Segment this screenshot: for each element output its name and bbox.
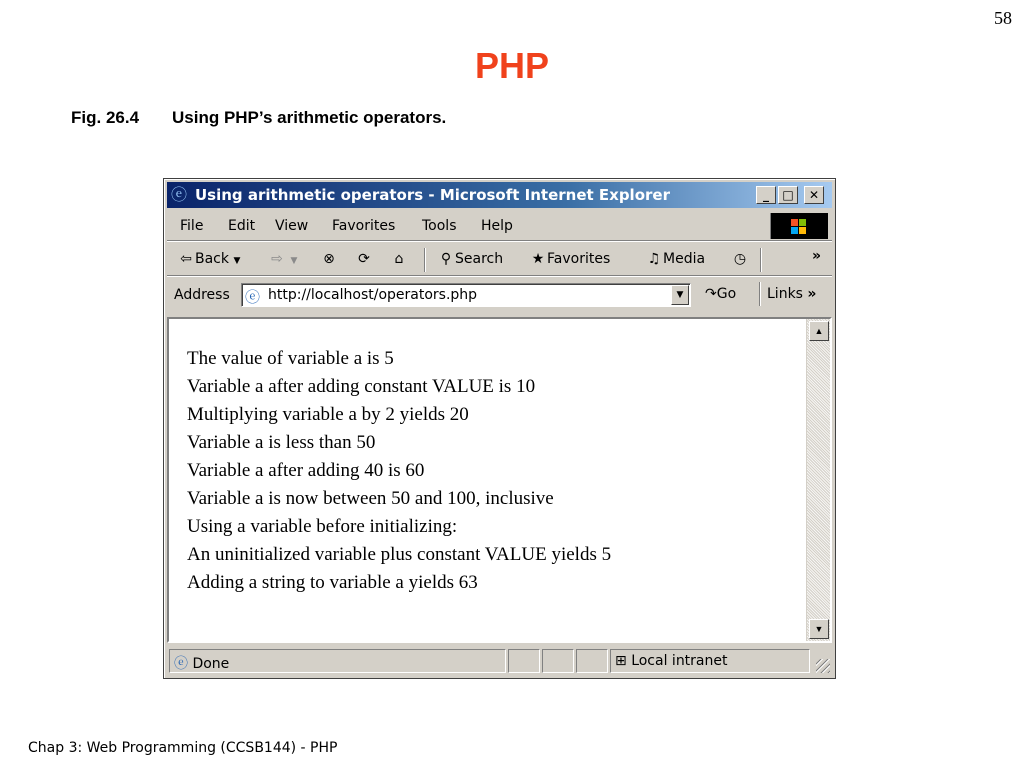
menu-help[interactable]: Help [481, 218, 513, 234]
stop-button[interactable] [320, 251, 338, 267]
go-button[interactable]: ↷Go [705, 286, 737, 302]
address-bar [167, 279, 832, 311]
refresh-button[interactable] [355, 251, 373, 267]
figure-caption [71, 108, 446, 128]
status-pane [576, 649, 608, 673]
resize-grip[interactable] [816, 659, 830, 673]
menu-view[interactable]: View [275, 218, 309, 234]
chevron-down-icon: ▼ [233, 256, 241, 266]
favorites-icon: ★ [531, 251, 545, 267]
history-button[interactable] [731, 251, 749, 267]
vertical-scrollbar[interactable] [806, 319, 830, 641]
home-icon: ⌂ [394, 251, 404, 267]
content-line: Adding a string to variable a yields 63 [187, 572, 478, 593]
address-input[interactable] [241, 283, 691, 307]
content-lines [187, 345, 611, 597]
windows-logo-icon [770, 213, 828, 239]
content-line: Multiplying variable a by 2 yields 20 [187, 404, 469, 425]
content-line: Variable a after adding 40 is 60 [187, 460, 425, 481]
slide-footer: Chap 3: Web Programming (CCSB144) - PHP [28, 740, 338, 756]
forward-arrow-icon: ⇨ [271, 251, 283, 267]
go-icon: ↷ [705, 286, 717, 302]
content-line: Using a variable before initializing: [187, 516, 458, 537]
back-button[interactable]: ⇦ Back ▼ [177, 251, 240, 267]
page-icon: ⓔ [245, 288, 261, 306]
page-icon: ⓔ [174, 656, 188, 672]
ie-window [163, 178, 836, 679]
title-bar[interactable] [167, 182, 832, 208]
status-bar [167, 647, 832, 675]
search-icon: ⚲ [440, 251, 452, 267]
address-label: Address [174, 287, 230, 303]
maximize-button[interactable]: □ [778, 186, 798, 204]
favorites-button[interactable]: ★ Favorites [529, 251, 610, 267]
toolbar-separator [760, 248, 762, 272]
minimize-button[interactable]: _ [756, 186, 776, 204]
close-button[interactable]: ✕ [804, 186, 824, 204]
status-text-pane [169, 649, 506, 673]
window-title: Using arithmetic operators - Microsoft Internet Explorer [195, 186, 670, 204]
status-text: ⓔ Done [174, 656, 230, 672]
chevron-down-icon: ▼ [290, 256, 298, 266]
back-arrow-icon: ⇦ [180, 251, 192, 267]
search-button[interactable]: ⚲ Search [437, 251, 503, 267]
menu-edit[interactable]: Edit [228, 218, 256, 234]
slide-title: PHP [474, 45, 550, 86]
scroll-up-button[interactable]: ▲ [809, 321, 829, 341]
stop-icon: ⊗ [323, 251, 335, 267]
status-pane [508, 649, 540, 673]
menu-file[interactable]: File [180, 218, 204, 234]
page-content [167, 317, 832, 643]
home-button[interactable] [390, 251, 408, 267]
ie-app-icon[interactable]: ⓔ [171, 185, 188, 204]
content-line: An uninitialized variable plus constant VALUE yields 5 [187, 544, 612, 565]
content-line: Variable a is less than 50 [187, 432, 376, 453]
address-dropdown-button[interactable]: ▼ [671, 285, 689, 305]
zone-pane [610, 649, 810, 673]
refresh-icon: ⟳ [358, 251, 370, 267]
status-pane [542, 649, 574, 673]
figure-caption-text: Using PHP’s arithmetic operators. [172, 108, 447, 127]
menu-bar [167, 211, 832, 241]
toolbar [167, 244, 832, 276]
address-url: http://localhost/operators.php [268, 287, 478, 303]
content-line: The value of variable a is 5 [187, 348, 394, 369]
media-icon: ♫ [647, 251, 661, 267]
forward-button[interactable] [268, 251, 297, 267]
menu-favorites[interactable]: Favorites [332, 218, 396, 234]
toolbar-separator [424, 248, 426, 272]
content-line: Variable a is now between 50 and 100, inclusive [187, 488, 554, 509]
intranet-icon: ⊞ [615, 653, 627, 669]
toolbar-more-button[interactable]: » [812, 248, 822, 264]
links-button[interactable]: Links » [767, 286, 817, 302]
history-icon: ◷ [733, 251, 747, 267]
scroll-down-button[interactable]: ▼ [809, 619, 829, 639]
content-line: Variable a after adding constant VALUE is 10 [187, 376, 536, 397]
menu-tools[interactable]: Tools [422, 218, 457, 234]
zone-text: ⊞ Local intranet [615, 653, 728, 669]
media-button[interactable]: ♫ Media [645, 251, 705, 267]
figure-number: Fig. 26.4 [71, 108, 140, 127]
page-number: 58 [994, 8, 1012, 28]
address-separator [759, 282, 761, 306]
